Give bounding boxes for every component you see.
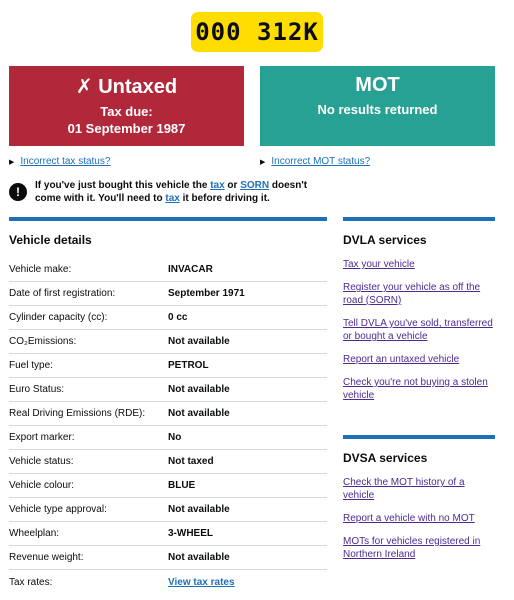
row-key: Euro Status: xyxy=(9,384,65,395)
vehicle-details-heading: Vehicle details xyxy=(9,233,92,247)
row-key: CO₂Emissions: xyxy=(9,336,77,347)
table-row xyxy=(9,330,327,354)
warning-notice xyxy=(9,179,329,205)
vehicle-details-table xyxy=(9,258,327,594)
tax-due-label: Tax due: xyxy=(100,104,153,119)
check-mot-history-link[interactable]: Check the MOT history of a vehicle xyxy=(343,477,465,501)
row-value: Not available xyxy=(168,408,230,419)
table-row xyxy=(9,354,327,378)
row-key: Vehicle status: xyxy=(9,456,74,467)
warning-text xyxy=(35,179,329,205)
row-key: Vehicle colour: xyxy=(9,480,75,491)
warning-text-part: it before driving it. xyxy=(179,193,270,204)
table-row xyxy=(9,282,327,306)
row-key: Date of first registration: xyxy=(9,288,116,299)
dvsa-services-list xyxy=(343,476,495,571)
dvla-divider xyxy=(343,217,495,221)
table-row xyxy=(9,570,327,594)
tax-your-vehicle-link[interactable]: Tax your vehicle xyxy=(343,259,415,270)
incorrect-tax-status-toggle[interactable] xyxy=(9,156,110,167)
table-row xyxy=(9,522,327,546)
row-value: Not available xyxy=(168,336,230,347)
row-value: BLUE xyxy=(168,480,196,491)
triangle-right-icon: ▶ xyxy=(9,158,15,166)
incorrect-mot-status-toggle[interactable] xyxy=(260,156,370,167)
check-not-stolen-link[interactable]: Check you're not buying a stolen vehicle xyxy=(343,377,488,401)
register-sorn-link[interactable]: Register your vehicle as off the road (SORN) xyxy=(343,282,481,306)
incorrect-mot-status-link[interactable]: Incorrect MOT status? xyxy=(271,156,371,167)
vehicle-details-divider xyxy=(9,217,327,221)
incorrect-tax-status-link[interactable]: Incorrect tax status? xyxy=(20,156,111,167)
table-row xyxy=(9,306,327,330)
warning-icon: ! xyxy=(9,183,27,201)
table-row xyxy=(9,546,327,570)
row-key: Export marker: xyxy=(9,432,75,443)
row-key: Real Driving Emissions (RDE): xyxy=(9,408,146,419)
table-row xyxy=(9,498,327,522)
tax-link-2[interactable]: tax xyxy=(165,193,180,204)
row-value: September 1971 xyxy=(168,288,245,299)
tax-link[interactable]: tax xyxy=(210,180,225,191)
report-no-mot-link[interactable]: Report a vehicle with no MOT xyxy=(343,513,475,524)
dvla-services-heading: DVLA services xyxy=(343,233,427,247)
row-value: Not available xyxy=(168,504,230,515)
mot-northern-ireland-link[interactable]: MOTs for vehicles registered in Northern Ireland xyxy=(343,536,481,560)
dvsa-services-heading: DVSA services xyxy=(343,451,428,465)
row-value: No xyxy=(168,432,182,443)
row-key: Fuel type: xyxy=(9,360,53,371)
warning-text-part: If you've just bought this vehicle the xyxy=(35,180,211,191)
mot-status-panel xyxy=(260,66,495,146)
triangle-right-icon: ▶ xyxy=(260,158,266,166)
table-row xyxy=(9,378,327,402)
sorn-link[interactable]: SORN xyxy=(240,180,270,191)
row-value: INVACAR xyxy=(168,264,213,275)
warning-text-part: or xyxy=(224,180,241,191)
mot-status-title: MOT xyxy=(355,74,400,96)
row-value: Not taxed xyxy=(168,456,214,467)
registration-plate: 000 312K xyxy=(191,12,323,52)
mot-status-text: No results returned xyxy=(317,102,438,117)
view-tax-rates-link[interactable]: View tax rates xyxy=(168,576,235,588)
row-key: Tax rates: xyxy=(9,576,53,588)
plate-container xyxy=(0,12,514,52)
tax-status-panel xyxy=(9,66,244,146)
row-value: 3-WHEEL xyxy=(168,528,213,539)
row-key: Wheelplan: xyxy=(9,528,60,539)
row-value: Not available xyxy=(168,384,230,395)
tax-status-title: ✗ Untaxed xyxy=(75,76,178,98)
table-row xyxy=(9,450,327,474)
row-key: Revenue weight: xyxy=(9,552,84,563)
table-row xyxy=(9,426,327,450)
table-row xyxy=(9,402,327,426)
row-value: Not available xyxy=(168,552,230,563)
table-row xyxy=(9,258,327,282)
row-key: Vehicle make: xyxy=(9,264,72,275)
row-value: 0 cc xyxy=(168,312,188,323)
row-key: Cylinder capacity (cc): xyxy=(9,312,108,323)
row-key: Vehicle type approval: xyxy=(9,504,107,515)
dvsa-divider xyxy=(343,435,495,439)
dvla-services-list xyxy=(343,258,495,412)
row-value: PETROL xyxy=(168,360,209,371)
warning-text-part: doesn't come with it. You'll need to xyxy=(35,180,308,204)
table-row xyxy=(9,474,327,498)
tax-due-date: 01 September 1987 xyxy=(67,121,186,136)
report-untaxed-link[interactable]: Report an untaxed vehicle xyxy=(343,354,460,365)
tell-dvla-sold-link[interactable]: Tell DVLA you've sold, transferred or bought a vehicle xyxy=(343,318,493,342)
